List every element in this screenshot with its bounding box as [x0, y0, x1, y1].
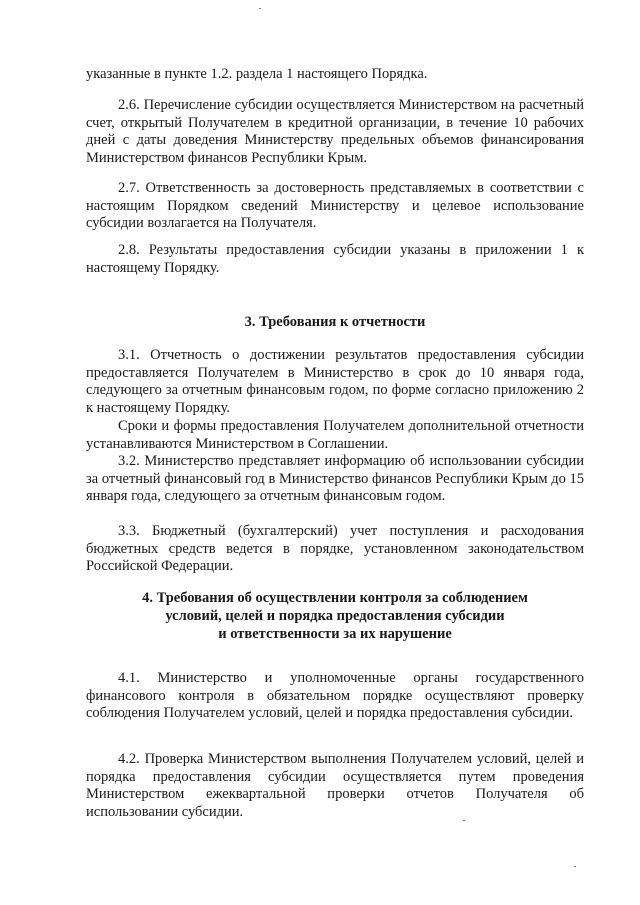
paragraph-4-2: 4.2. Проверка Министерством выполнения Получателем условий, целей и порядка предоставления субсидии осуществляется путем проведения Министерством ежеквартальной проверки отчетов Получателя об использовании субсидии. [86, 751, 584, 820]
scan-speck [259, 8, 261, 9]
section-3-title: 3. Требования к отчетности [244, 314, 426, 330]
section-4-title-line-3: и ответственности за их нарушение [218, 626, 452, 642]
scan-speck [574, 866, 576, 867]
section-4-title [86, 589, 584, 643]
section-4-title-line-2: условий, целей и порядка предоставления субсидии [165, 608, 505, 624]
paragraph-4-1: 4.1. Министерство и уполномоченные органы государственного финансового контроля в обязательном порядке осуществляют проверку соблюдения Получателем условий, целей и порядка предоставления субсидии. [86, 670, 584, 722]
paragraph-3-1: 3.1. Отчетность о достижении результатов предоставления субсидии предоставляется Получателем в Министерство в срок до 10 января года, следующего за отчетным финансовым годом, по форме согласно приложению 2 к настоящему Порядку. [86, 347, 584, 416]
paragraph-2-7: 2.7. Ответственность за достоверность представляемых в соответствии с настоящим Порядком сведений Министерству и целевое использование субсидии возлагается на Получателя. [86, 180, 584, 232]
paragraph-2-6: 2.6. Перечисление субсидии осуществляется Министерством на расчетный счет, открытый Получателем в кредитной организации, в течение 10 рабочих дней с даты доведения Министерству предельных объемов финансирования Министерством финансов Республики Крым. [86, 97, 584, 166]
paragraph-1-2-reference: указанные в пункте 1.2. раздела 1 настоящего Порядка. [86, 66, 428, 82]
section-4-title-line-1: 4. Требования об осуществлении контроля за соблюдением [142, 590, 528, 606]
paragraph-2-8: 2.8. Результаты предоставления субсидии указаны в приложении 1 к настоящему Порядку. [86, 242, 584, 276]
paragraph-3-2: 3.2. Министерство представляет информацию об использовании субсидии за отчетный финансовый год в Министерство финансов Республики Крым до 15 января года, следующего за отчетным финансовым годом. [86, 453, 584, 505]
paragraph-3-1-additional: Сроки и формы предоставления Получателем дополнительной отчетности устанавливаются Министерством в Соглашении. [86, 418, 584, 452]
scan-speck [463, 820, 465, 821]
paragraph-3-3: 3.3. Бюджетный (бухгалтерский) учет поступления и расходования бюджетных средств ведется в порядке, установленном законодательством Российской Федерации. [86, 523, 584, 575]
